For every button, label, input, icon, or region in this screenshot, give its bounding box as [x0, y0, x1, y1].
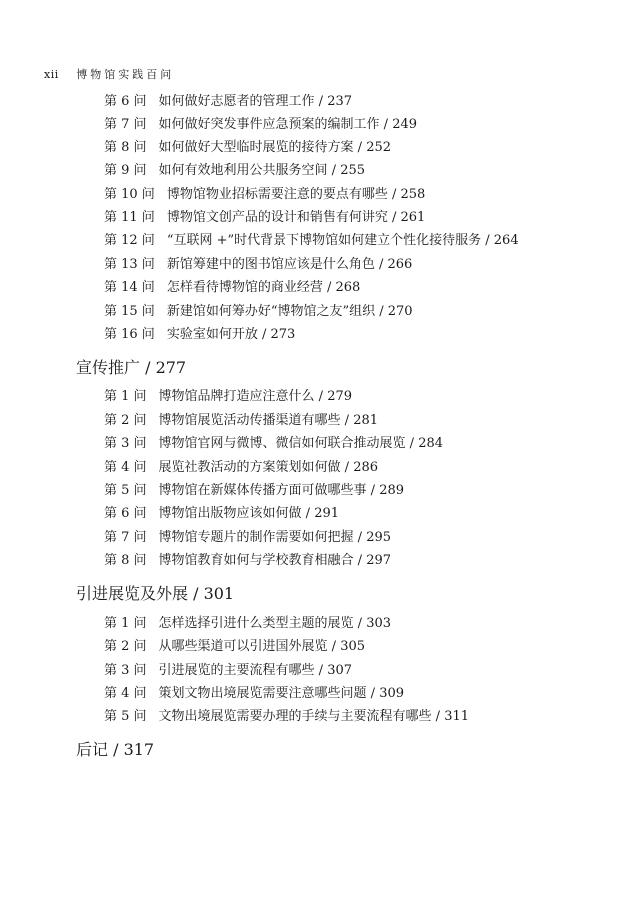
question-number: 第 15 问 — [104, 304, 155, 319]
question-title: 博物馆出版物应该如何做 / 291 — [158, 506, 340, 521]
toc-entry[interactable] — [104, 233, 519, 249]
question-number: 第 7 问 — [104, 530, 147, 545]
toc-entry[interactable] — [104, 436, 443, 452]
question-title: 实验室如何开放 / 273 — [166, 327, 296, 342]
question-title: 博物馆展览活动传播渠道有哪些 / 281 — [158, 413, 379, 428]
toc-entry[interactable] — [104, 117, 417, 133]
page-folio: xii — [44, 68, 59, 81]
question-number: 第 8 问 — [104, 553, 147, 568]
question-number: 第 11 问 — [104, 210, 155, 225]
question-number: 第 2 问 — [104, 413, 147, 428]
question-number: 第 6 问 — [104, 94, 147, 109]
question-number: 第 5 问 — [104, 483, 147, 498]
toc-entry[interactable] — [104, 553, 391, 569]
running-header — [44, 66, 174, 82]
question-title: “互联网 +”时代背景下博物馆如何建立个性化接待服务 / 264 — [166, 233, 519, 248]
question-title: 怎样选择引进什么类型主题的展览 / 303 — [158, 616, 392, 631]
question-title: 博物馆品牌打造应注意什么 / 279 — [158, 389, 353, 404]
question-number: 第 1 问 — [104, 616, 147, 631]
question-title: 展览社教活动的方案策划如何做 / 286 — [158, 460, 379, 475]
toc-entry[interactable] — [104, 639, 365, 655]
question-title: 策划文物出境展览需要注意哪些问题 / 309 — [158, 686, 405, 701]
toc-entry[interactable] — [104, 506, 339, 522]
question-title: 怎样看待博物馆的商业经营 / 268 — [166, 280, 361, 295]
toc-entry[interactable] — [104, 530, 391, 546]
question-number: 第 8 问 — [104, 140, 147, 155]
question-number: 第 16 问 — [104, 327, 155, 342]
question-number: 第 12 问 — [104, 233, 155, 248]
question-number: 第 7 问 — [104, 117, 147, 132]
question-title: 引进展览的主要流程有哪些 / 307 — [158, 663, 353, 678]
question-title: 如何做好志愿者的管理工作 / 237 — [158, 94, 353, 109]
question-number: 第 10 问 — [104, 187, 155, 202]
toc-entry[interactable] — [104, 483, 404, 499]
toc-entry[interactable] — [104, 389, 352, 405]
toc-entry[interactable] — [104, 140, 391, 156]
question-title: 博物馆文创产品的设计和销售有何讲究 / 261 — [166, 210, 426, 225]
question-number: 第 13 问 — [104, 257, 155, 272]
question-title: 博物馆物业招标需要注意的要点有哪些 / 258 — [166, 187, 426, 202]
toc-entry[interactable] — [104, 163, 365, 179]
toc-entry[interactable] — [104, 616, 391, 632]
question-number: 第 4 问 — [104, 460, 147, 475]
section-heading-exhibitions[interactable]: 引进展览及外展 / 301 — [76, 584, 235, 603]
question-number: 第 6 问 — [104, 506, 147, 521]
question-number: 第 5 问 — [104, 709, 147, 724]
question-number: 第 14 问 — [104, 280, 155, 295]
toc-entry[interactable] — [104, 304, 413, 320]
book-title: 博物馆实践百问 — [76, 68, 175, 81]
question-title: 如何做好突发事件应急预案的编制工作 / 249 — [158, 117, 418, 132]
toc-entry[interactable] — [104, 94, 352, 110]
toc-entry[interactable] — [104, 709, 469, 725]
toc-entry[interactable] — [104, 327, 295, 343]
section-heading-promotion[interactable]: 宣传推广 / 277 — [76, 358, 187, 377]
section-heading-afterword[interactable]: 后记 / 317 — [76, 740, 155, 759]
question-title: 从哪些渠道可以引进国外展览 / 305 — [158, 639, 366, 654]
question-title: 新建馆如何筹办好“博物馆之友”组织 / 270 — [166, 304, 413, 319]
question-title: 博物馆官网与微博、微信如何联合推动展览 / 284 — [158, 436, 444, 451]
question-number: 第 3 问 — [104, 663, 147, 678]
question-title: 新馆筹建中的图书馆应该是什么角色 / 266 — [166, 257, 413, 272]
question-title: 博物馆教育如何与学校教育相融合 / 297 — [158, 553, 392, 568]
question-title: 博物馆专题片的制作需要如何把握 / 295 — [158, 530, 392, 545]
question-title: 如何做好大型临时展览的接待方案 / 252 — [158, 140, 392, 155]
question-number: 第 3 问 — [104, 436, 147, 451]
toc-entry[interactable] — [104, 413, 378, 429]
question-number: 第 1 问 — [104, 389, 147, 404]
question-title: 如何有效地利用公共服务空间 / 255 — [158, 163, 366, 178]
question-number: 第 9 问 — [104, 163, 147, 178]
question-number: 第 4 问 — [104, 686, 147, 701]
toc-entry[interactable] — [104, 210, 425, 226]
toc-entry[interactable] — [104, 280, 360, 296]
toc-entry[interactable] — [104, 187, 425, 203]
question-title: 文物出境展览需要办理的手续与主要流程有哪些 / 311 — [158, 709, 470, 724]
toc-entry[interactable] — [104, 663, 352, 679]
toc-entry[interactable] — [104, 686, 404, 702]
toc-entry[interactable] — [104, 257, 412, 273]
question-number: 第 2 问 — [104, 639, 147, 654]
question-title: 博物馆在新媒体传播方面可做哪些事 / 289 — [158, 483, 405, 498]
toc-entry[interactable] — [104, 460, 378, 476]
